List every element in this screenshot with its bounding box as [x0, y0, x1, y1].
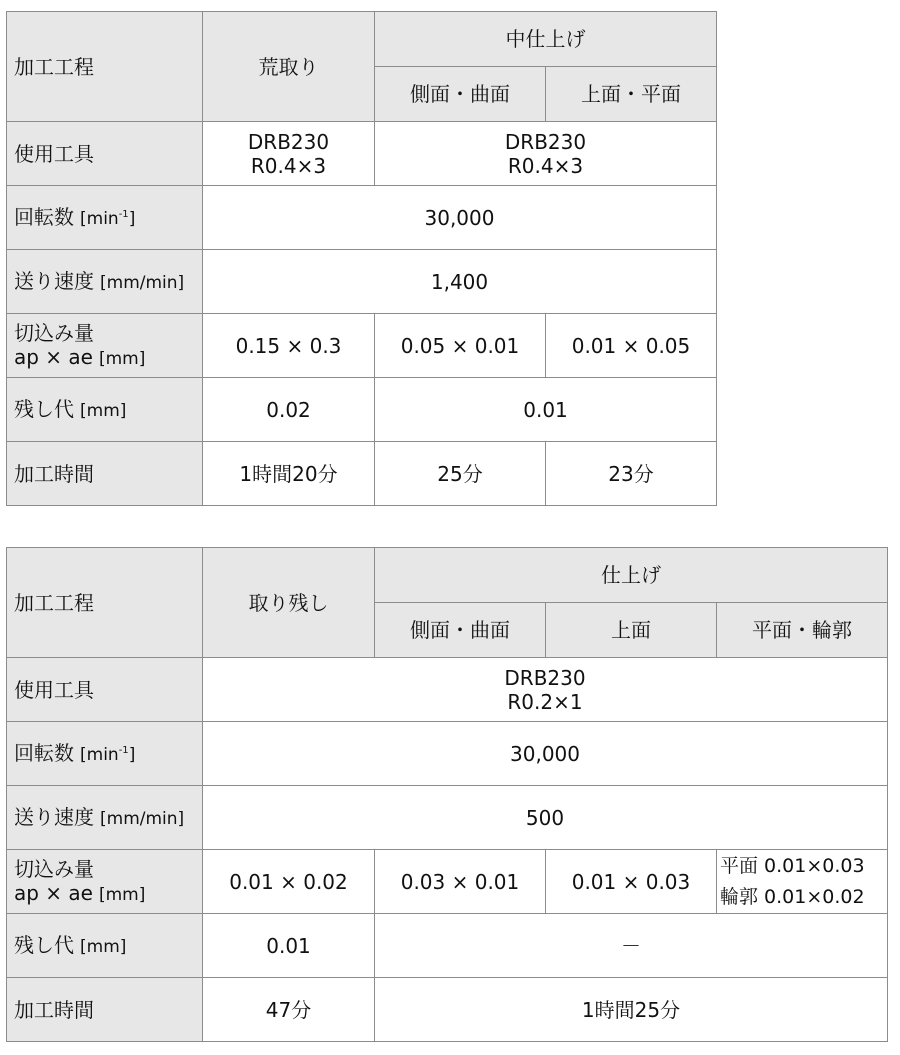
- cut-depth-label-text: 切込み量: [14, 320, 94, 345]
- feed-unit: [mm/min]: [100, 808, 185, 829]
- roughing-time: 1時間20分: [203, 442, 375, 506]
- stock-label: [7, 378, 203, 442]
- finish-stock: －: [375, 914, 888, 978]
- rpm-label-text: 回転数: [14, 740, 74, 765]
- side-curve-header: 側面・曲面: [375, 603, 546, 658]
- cut-depth-label: [7, 314, 203, 378]
- tool-spec: R0.4×3: [250, 153, 327, 178]
- process-label: 加工工程: [7, 548, 203, 658]
- flat-contour-cut-depth: [717, 850, 888, 914]
- rpm-label: [7, 186, 203, 250]
- tool-label: 使用工具: [7, 658, 203, 722]
- rpm-value: 30,000: [203, 186, 717, 250]
- tool-cell: [203, 658, 888, 722]
- rpm-label: [7, 722, 203, 786]
- side-curve-time: 25分: [375, 442, 546, 506]
- machining-table-1: [6, 11, 717, 506]
- tool-model: DRB230: [504, 129, 587, 154]
- stock-label: [7, 914, 203, 978]
- roughing-cut-depth: 0.15 × 0.3: [203, 314, 375, 378]
- top-flat-header: 上面・平面: [546, 67, 717, 122]
- roughing-header: 荒取り: [203, 12, 375, 122]
- stock-label-text: 残し代: [14, 932, 74, 957]
- top-flat-time: 23分: [546, 442, 717, 506]
- feed-label-text: 送り速度: [14, 268, 94, 293]
- rest-time: 47分: [203, 978, 375, 1042]
- feed-value: 500: [203, 786, 888, 850]
- flat-cut-depth: 平面 0.01×0.03: [720, 854, 865, 877]
- stock-label-text: 残し代: [14, 396, 74, 421]
- rpm-label-text: 回転数: [14, 204, 74, 229]
- tool-spec: R0.2×1: [507, 689, 583, 714]
- flat-contour-header: 平面・輪郭: [717, 603, 888, 658]
- tool-label: 使用工具: [7, 122, 203, 186]
- tool-model: DRB230: [504, 665, 586, 690]
- rpm-unit: $[\min^{-1}]$: [80, 744, 136, 765]
- machining-table-2: [6, 547, 888, 1042]
- roughing-tool-cell: [203, 122, 375, 186]
- stock-unit: [mm]: [80, 936, 127, 957]
- cut-depth-label: [7, 850, 203, 914]
- finish-header: 仕上げ: [375, 548, 888, 603]
- process-label: 加工工程: [7, 12, 203, 122]
- tool-model: DRB230: [247, 129, 330, 154]
- rest-stock: 0.01: [203, 914, 375, 978]
- rest-cut-depth: 0.01 × 0.02: [203, 850, 375, 914]
- rpm-unit: $[\min^{-1}]$: [80, 208, 136, 229]
- cut-depth-label-sub: ap × ae [mm]: [14, 880, 146, 905]
- side-curve-header: 側面・曲面: [375, 67, 546, 122]
- cut-depth-label-text: 切込み量: [14, 856, 94, 881]
- time-label: 加工時間: [7, 978, 203, 1042]
- semi-finish-stock: 0.01: [375, 378, 717, 442]
- contour-cut-depth: 輪郭 0.01×0.02: [720, 885, 865, 908]
- rest-machining-header: 取り残し: [203, 548, 375, 658]
- roughing-stock: 0.02: [203, 378, 375, 442]
- time-label: 加工時間: [7, 442, 203, 506]
- rpm-value: 30,000: [203, 722, 888, 786]
- cut-depth-label-sub: ap × ae [mm]: [14, 344, 146, 369]
- feed-label: [7, 786, 203, 850]
- finish-time: 1時間25分: [375, 978, 888, 1042]
- feed-label-text: 送り速度: [14, 804, 94, 829]
- stock-unit: [mm]: [80, 400, 127, 421]
- side-curve-cut-depth: 0.03 × 0.01: [375, 850, 546, 914]
- semi-finish-tool-cell: [375, 122, 717, 186]
- top-cut-depth: 0.01 × 0.03: [546, 850, 717, 914]
- feed-value: 1,400: [203, 250, 717, 314]
- feed-unit: [mm/min]: [100, 272, 185, 293]
- top-flat-cut-depth: 0.01 × 0.05: [546, 314, 717, 378]
- side-curve-cut-depth: 0.05 × 0.01: [375, 314, 546, 378]
- feed-label: [7, 250, 203, 314]
- top-header: 上面: [546, 603, 717, 658]
- tool-spec: R0.4×3: [507, 153, 584, 178]
- semi-finish-header: 中仕上げ: [375, 12, 717, 67]
